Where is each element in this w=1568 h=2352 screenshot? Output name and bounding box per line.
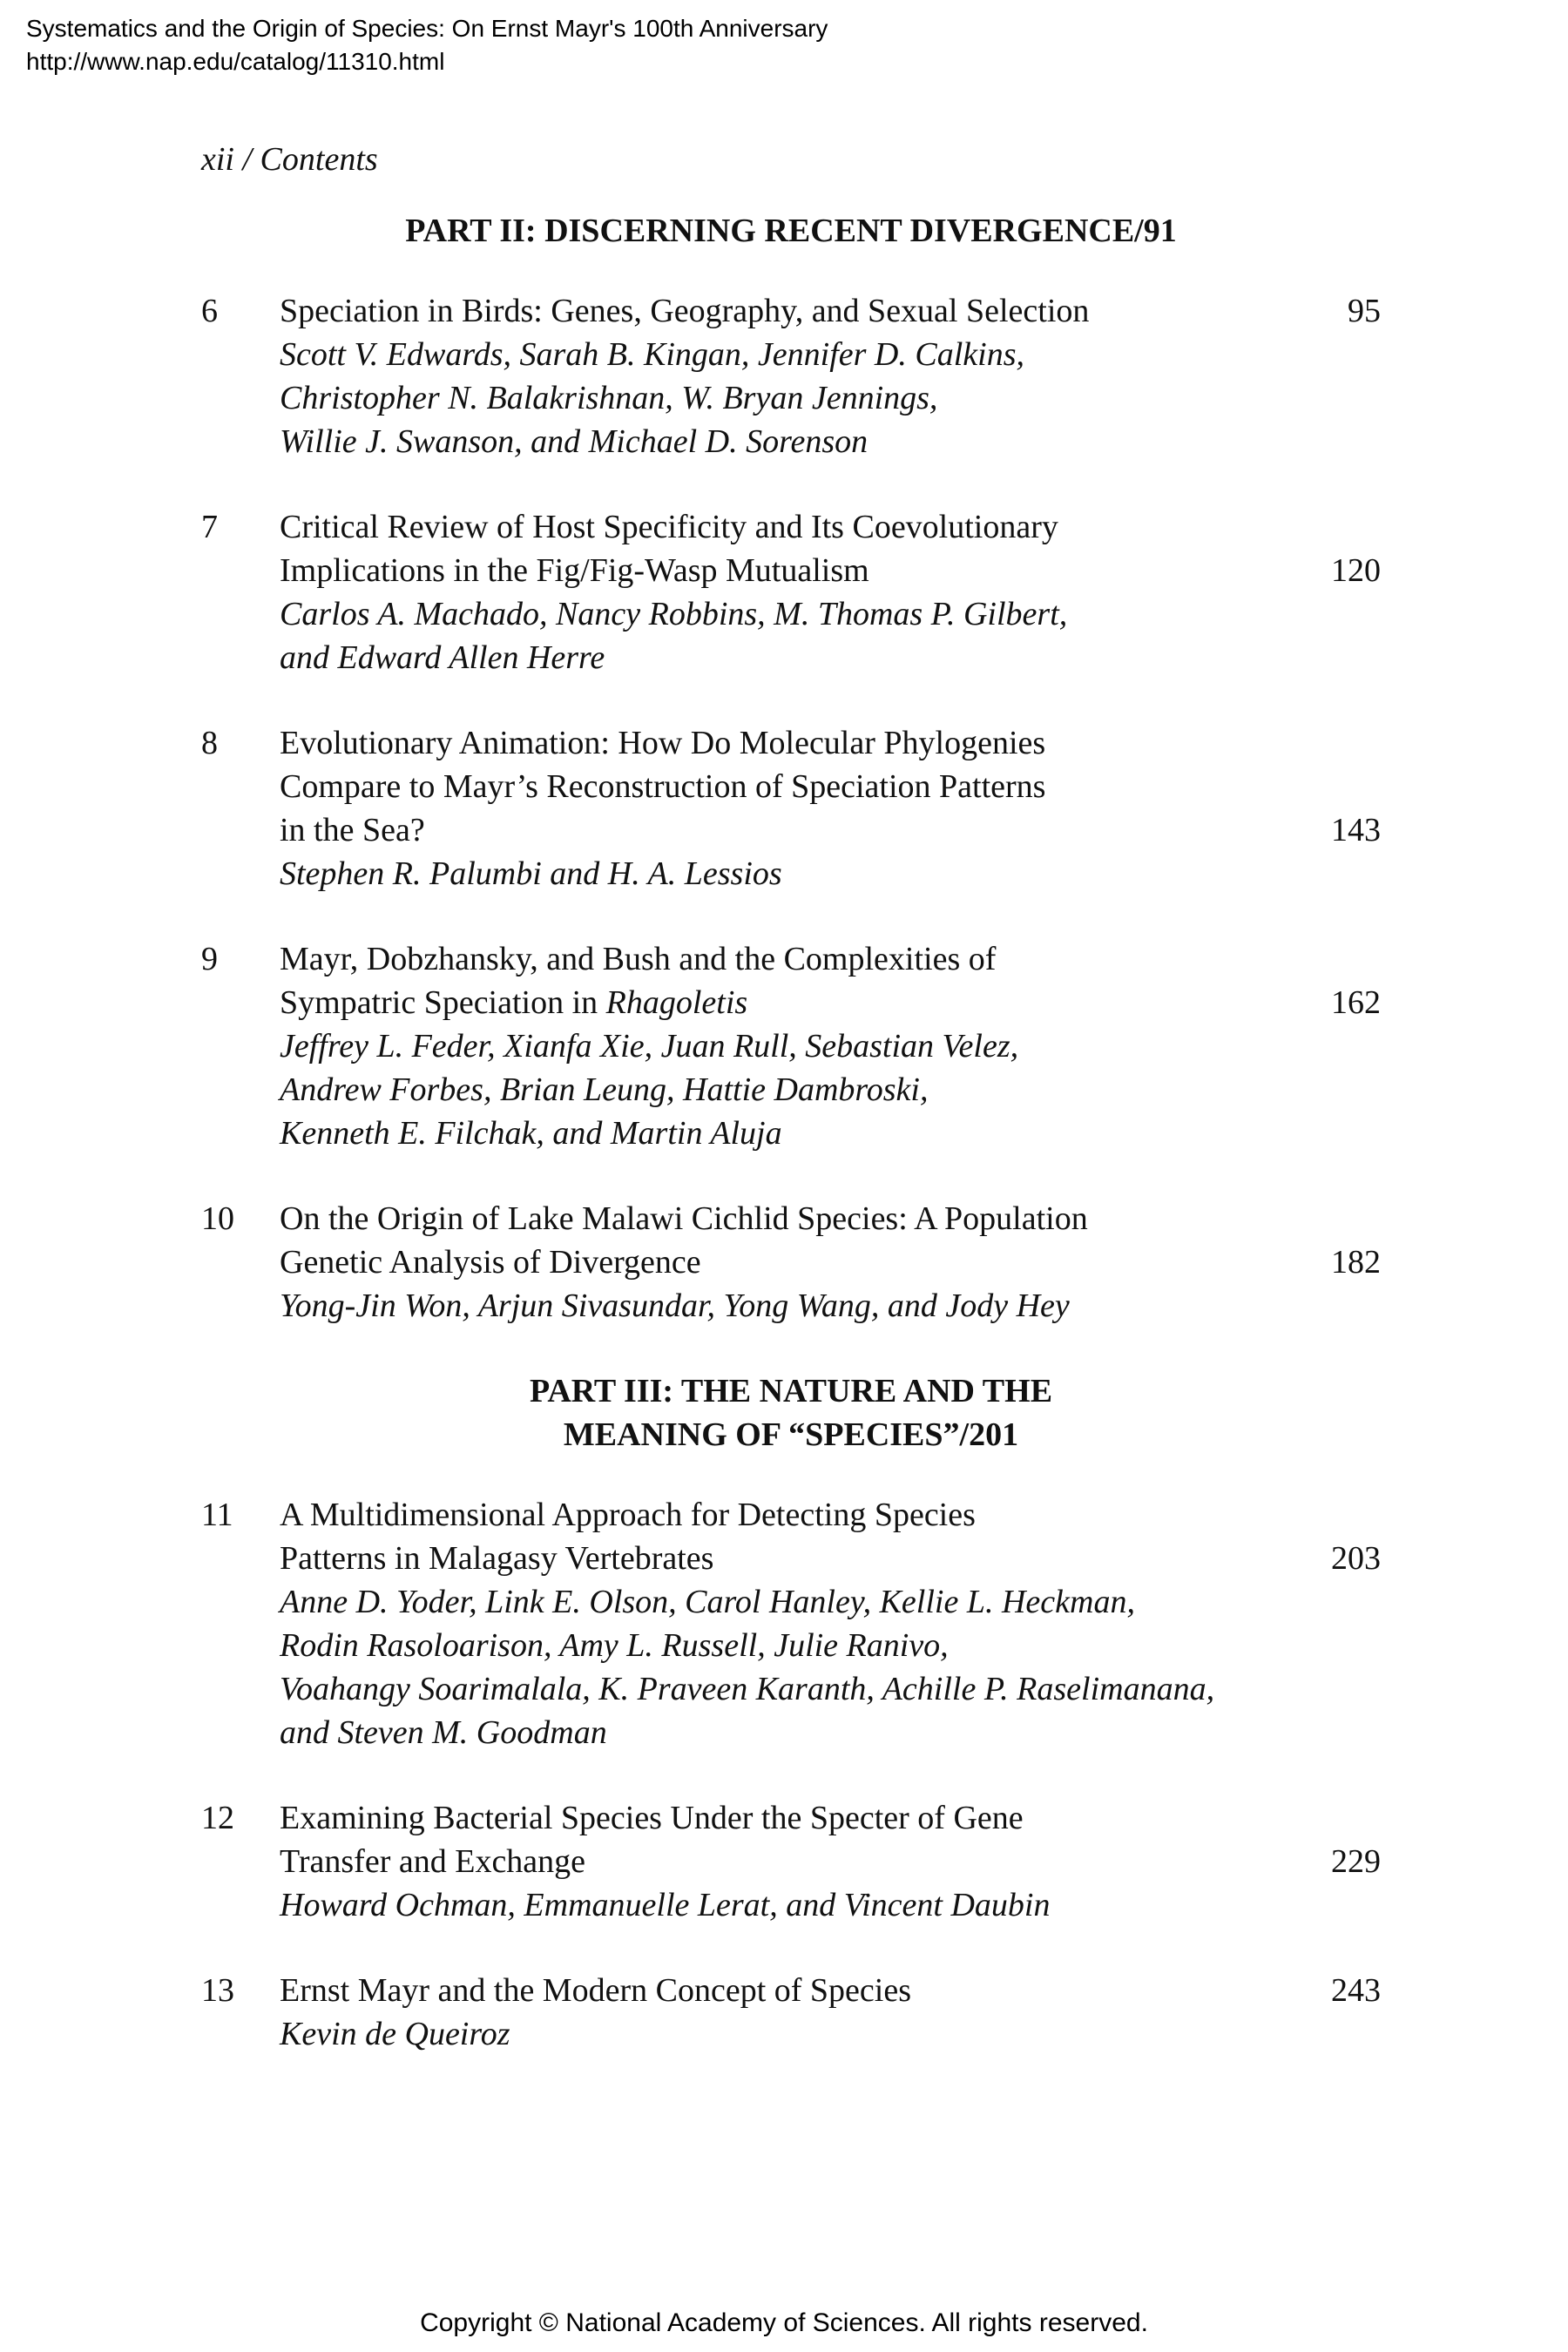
chapter-title-text <box>280 768 1045 805</box>
chapter-authors-line: Scott V. Edwards, Sarah B. Kingan, Jennifer D. Calkins, <box>280 336 1024 373</box>
title-segment: Patterns in Malagasy Vertebrates <box>280 1540 714 1577</box>
title-segment: in the Sea? <box>280 812 425 848</box>
toc-entry <box>201 1197 1381 1328</box>
chapter-title-line <box>280 981 1381 1024</box>
chapter-title-line <box>280 1493 1381 1537</box>
chapter-number: 9 <box>201 941 218 977</box>
chapter-authors-line: Christopher N. Balakrishnan, W. Bryan Jennings, <box>280 380 938 416</box>
title-segment: A Multidimensional Approach for Detecting Species <box>280 1497 976 1533</box>
title-segment: Genetic Analysis of Divergence <box>280 1244 701 1281</box>
entry-body <box>280 1197 1381 1328</box>
title-segment: Speciation in Birds: Genes, Geography, and Sexual Selection <box>280 293 1090 329</box>
chapter-title-text <box>280 509 1058 545</box>
chapter-title-line <box>280 1796 1381 1840</box>
chapter-page-number: 95 <box>1348 293 1381 329</box>
title-segment: Compare to Mayr’s Reconstruction of Speciation Patterns <box>280 768 1046 805</box>
chapter-authors-line: Kenneth E. Filchak, and Martin Aluja <box>280 1115 782 1152</box>
section-heading-line: PART II: DISCERNING RECENT DIVERGENCE/91 <box>405 213 1177 249</box>
chapter-title-text <box>280 984 747 1021</box>
chapter-title-text <box>280 1497 976 1533</box>
chapter-title-line <box>280 808 1381 852</box>
toc-entry <box>201 1969 1381 2056</box>
title-segment: Critical Review of Host Specificity and Its Coevolutionary <box>280 509 1058 545</box>
title-segment: Rhagoletis <box>605 984 748 1021</box>
document-header <box>26 12 828 78</box>
toc-entry <box>201 1493 1381 1754</box>
chapter-page-number: 162 <box>1331 984 1381 1021</box>
chapter-number: 6 <box>201 293 218 329</box>
entry-body <box>280 289 1381 463</box>
chapter-authors-line: Jeffrey L. Feder, Xianfa Xie, Juan Rull, Sebastian Velez, <box>280 1028 1019 1064</box>
chapter-title-text <box>280 812 425 848</box>
title-segment: Implications in the Fig/Fig-Wasp Mutualism <box>280 552 869 589</box>
chapter-title-text <box>280 1843 585 1880</box>
chapter-authors-line: Kevin de Queiroz <box>280 2016 510 2052</box>
chapter-authors-line: Willie J. Swanson, and Michael D. Sorenson <box>280 423 868 460</box>
section-heading-line: PART III: THE NATURE AND THE <box>529 1373 1053 1409</box>
chapter-title-line <box>280 1197 1381 1240</box>
entry-body <box>280 937 1381 1155</box>
chapter-authors-line: Howard Ochman, Emmanuelle Lerat, and Vincent Daubin <box>280 1887 1051 1923</box>
chapter-title-text <box>280 1200 1088 1237</box>
entry-body <box>280 1493 1381 1754</box>
chapter-title-line <box>280 765 1381 808</box>
chapter-title-text <box>280 1244 701 1281</box>
entry-body <box>280 1796 1381 1927</box>
toc-entry <box>201 289 1381 463</box>
title-segment: Ernst Mayr and the Modern Concept of Species <box>280 1972 911 2009</box>
chapter-page-number: 203 <box>1331 1540 1381 1577</box>
chapter-authors-line: Yong-Jin Won, Arjun Sivasundar, Yong Wang, and Jody Hey <box>280 1288 1070 1324</box>
chapter-page-number: 243 <box>1331 1972 1381 2009</box>
chapter-title-text <box>280 725 1045 761</box>
chapter-title-line <box>280 1537 1381 1580</box>
running-head <box>201 138 378 181</box>
toc-entry <box>201 505 1381 679</box>
chapter-title-text <box>280 1972 911 2009</box>
chapter-authors-line: Voahangy Soarimalala, K. Praveen Karanth, Achille P. Raselimanana, <box>280 1671 1215 1707</box>
title-segment: Evolutionary Animation: How Do Molecular Phylogenies <box>280 725 1046 761</box>
chapter-number: 13 <box>201 1972 234 2009</box>
chapter-title-line <box>280 289 1381 333</box>
title-segment: Mayr, Dobzhansky, and Bush and the Complexities of <box>280 941 997 977</box>
entry-body <box>280 505 1381 679</box>
chapter-authors-line: Carlos A. Machado, Nancy Robbins, M. Thomas P. Gilbert, <box>280 596 1068 632</box>
entry-body <box>280 721 1381 896</box>
running-head-separator: / <box>233 141 260 178</box>
toc-entry <box>201 937 1381 1155</box>
header-url: http://www.nap.edu/catalog/11310.html <box>26 48 445 75</box>
chapter-page-number: 229 <box>1331 1843 1381 1880</box>
chapter-page-number: 143 <box>1331 812 1381 848</box>
running-head-section: Contents <box>260 141 378 178</box>
chapter-title-line <box>280 1969 1381 2012</box>
section-heading <box>201 209 1381 253</box>
title-segment: Sympatric Speciation in <box>280 984 606 1021</box>
chapter-title-line <box>280 937 1381 981</box>
chapter-title-text <box>280 1540 713 1577</box>
chapter-authors-line: Rodin Rasoloarison, Amy L. Russell, Julie Ranivo, <box>280 1627 949 1664</box>
section-heading-line: MEANING OF “SPECIES”/201 <box>563 1416 1019 1453</box>
running-head-page-number: xii <box>201 141 234 178</box>
chapter-title-text <box>280 1800 1024 1836</box>
chapter-page-number: 182 <box>1331 1244 1381 1281</box>
chapter-number: 7 <box>201 509 218 545</box>
chapter-title-line <box>280 505 1381 549</box>
chapter-authors-line: Stephen R. Palumbi and H. A. Lessios <box>280 855 782 892</box>
copyright-footer: Copyright © National Academy of Sciences. All rights reserved. <box>420 2308 1148 2337</box>
section-heading <box>201 1369 1381 1456</box>
chapter-title-line <box>280 1240 1381 1284</box>
chapter-title-line <box>280 721 1381 765</box>
chapter-title-line <box>280 549 1381 592</box>
entry-body <box>280 1969 1381 2056</box>
chapter-title-text <box>280 941 996 977</box>
chapter-number: 8 <box>201 725 218 761</box>
title-segment: Transfer and Exchange <box>280 1843 586 1880</box>
header-book-title: Systematics and the Origin of Species: On Ernst Mayr's 100th Anniversary <box>26 15 828 42</box>
chapter-authors-line: Anne D. Yoder, Link E. Olson, Carol Hanley, Kellie L. Heckman, <box>280 1584 1135 1620</box>
chapter-authors-line: and Steven M. Goodman <box>280 1714 607 1751</box>
chapter-title-text <box>280 293 1089 329</box>
chapter-authors-line: Andrew Forbes, Brian Leung, Hattie Dambroski, <box>280 1071 929 1108</box>
title-segment: On the Origin of Lake Malawi Cichlid Species: A Population <box>280 1200 1088 1237</box>
chapter-number: 11 <box>201 1497 233 1533</box>
chapter-page-number: 120 <box>1331 552 1381 589</box>
title-segment: Examining Bacterial Species Under the Specter of Gene <box>280 1800 1024 1836</box>
toc-entry <box>201 1796 1381 1927</box>
chapter-number: 12 <box>201 1800 234 1836</box>
chapter-number: 10 <box>201 1200 234 1237</box>
chapter-authors-line: and Edward Allen Herre <box>280 639 605 676</box>
toc-entry <box>201 721 1381 896</box>
table-of-contents <box>201 209 1381 2098</box>
chapter-title-text <box>280 552 869 589</box>
chapter-title-line <box>280 1840 1381 1883</box>
